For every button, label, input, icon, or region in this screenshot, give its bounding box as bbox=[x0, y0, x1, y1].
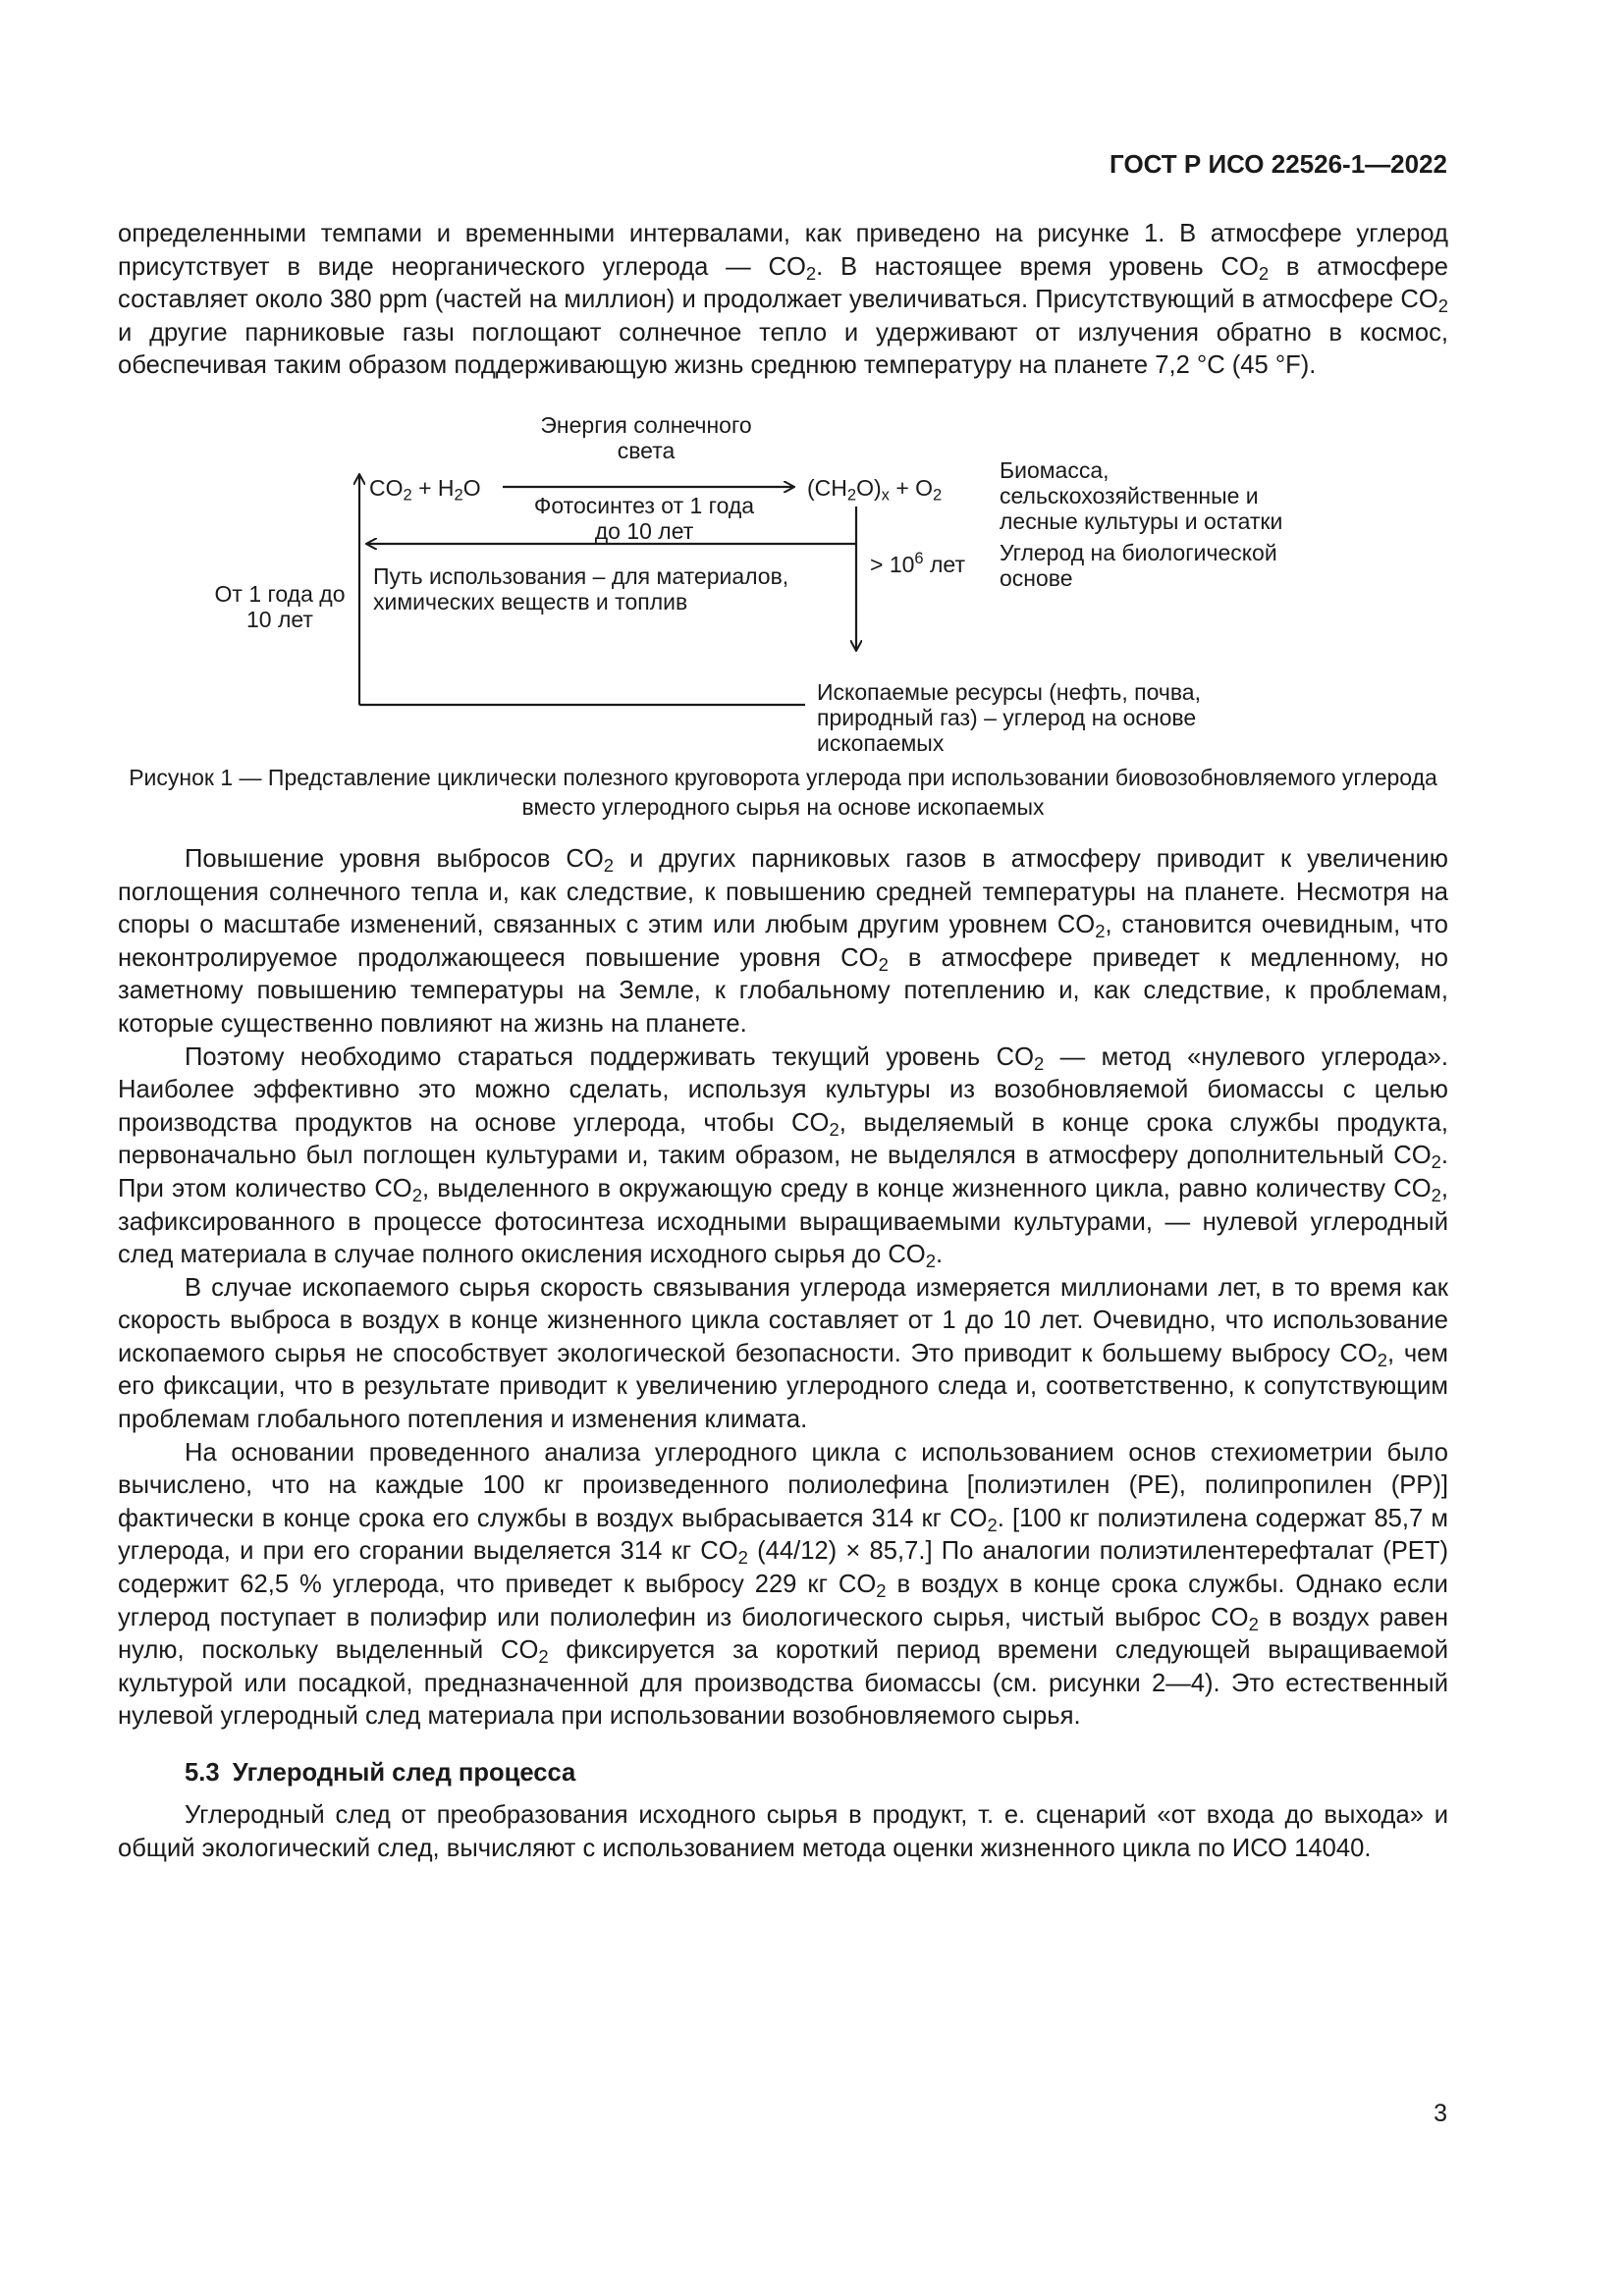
paragraph-zero-carbon: Поэтому необходимо стараться поддерживать текущий уровень $CO_2$ — метод «нулевого углерода». Наиболее эффективно это можно сделать, используя культуры из возобновляемой биомассы с целью производства продуктов на основе углерода, чтобы $CO_2$, выделяемый в конце срока службы продукта, первоначально был поглощен культурами и, таким образом, не выделялся в атмосферу дополнительный $CO_2$. При этом количество $CO_2$, выделенного в окружающую среду в конце жизненного цикла, равно количеству $CO_2$, зафиксированного в процессе фотосинтеза исходными выращиваемыми культурами, — нулевой углеродный след материала в случае полного окисления исходного сырья до $CO_2$. bbox=[118, 1042, 1448, 1272]
document-header: ГОСТ Р ИСО 22526-1—2022 bbox=[1110, 149, 1447, 179]
paragraph-stoichiometry: На основании проведенного анализа углеродного цикла с использованием основ стехиометрии было вычислено, что на каждые 100 кг произведенного полиолефина [полиэтилен (PE), полипропилен (PP)] фактически в конце срока его службы в воздух выбрасывается 314 кг $CO_2$. [100 кг полиэтилена содержат 85,7 м углерода, и при его сгорании выделяется 314 кг $CO_2$ (44/12) × 85,7.] По аналогии полиэтилентерефталат (PET) содержит 62,5 % углерода, что приведет к выбросу 229 кг $CO_2$ в воздух в конце срока службы. Однако если углерод поступает в полиэфир или полиолефин из биологического сырья, чистый выброс $CO_2$ в воздух равен нулю, поскольку выделенный $CO_2$ фиксируется за короткий период времени следующей выращиваемой культурой или посадкой, предназначенной для производства биомассы (см. рисунки 2—4). Это естественный нулевой углеродный след материала при использовании возобновляемого сырья. bbox=[118, 1438, 1449, 1731]
bio-carbon-label: Углерод на биологической основе bbox=[1000, 539, 1277, 591]
paragraph-process-footprint: Углеродный след от преобразования исходного сырья в продукт, т. е. сценарий «от входа до выхода» и общий экологический след, вычисляют с использованием метода оценки жизненного цикла по ИСО 14040. bbox=[118, 1801, 1448, 1862]
carbon-cycle-figure bbox=[118, 406, 1448, 763]
figure-caption: Рисунок 1 — Представление циклически полезного круговорота углерода при использовании биовозобновляемого углерода вместо углеродного сырья на основе ископаемых bbox=[129, 764, 1437, 820]
section-title: Углеродный след процесса bbox=[232, 1759, 576, 1787]
section-number: 5.3 bbox=[185, 1759, 220, 1787]
solar-energy-label: Энергия солнечного света bbox=[540, 411, 752, 463]
cycle-time-label: От 1 года до 10 лет bbox=[214, 580, 346, 632]
paragraph-fossil-feedstock: В случае ископаемого сырья скорость связывания углерода измеряется миллионами лет, в то время как скорость выброса в воздух в конце жизненного цикла составляет от 1 до 10 лет. Очевидно, что использование ископаемого сырья не способствует экологической безопасности. Это приводит к большему выбросу $CO_2$, чем его фиксации, что в результате приводит к увеличению углеродного следа и, соответственно, к сопутствующим проблемам глобального потепления и изменения климата. bbox=[118, 1273, 1448, 1434]
fossilization-time-label: > $10^6$ лет bbox=[870, 548, 965, 577]
biomass-label: Биомасса, сельскохозяйственные и лесные культуры и остатки bbox=[1000, 456, 1283, 534]
section-heading bbox=[185, 1759, 1448, 1788]
paragraph-intro: определенными темпами и временными интервалами, как приведено на рисунке 1. В атмосфере углерод присутствует в виде неорганического углерода — $CO_2$. В настоящее время уровень $CO_2$ в атмосфере составляет около 380 ppm (частей на миллион) и продолжает увеличиваться. Присутствующий в атмосфере $CO_2$ и другие парниковые газы поглощают солнечное тепло и удерживают от излучения обратно в космос, обеспечивая таким образом поддерживающую жизнь среднюю температуру на планете 7,2 °С (45 °F). bbox=[118, 220, 1448, 380]
paragraph-emissions: Повышение уровня выбросов $CO_2$ и других парниковых газов в атмосферу приводит к увеличению поглощения солнечного тепла и, как следствие, к повышению средней температуры на планете. Несмотря на споры о масштабе изменений, связанных с этим или любым другим уровнем $CO_2$, становится очевидным, что неконтролируемое продолжающееся повышение уровня $CO_2$ в атмосфере приведет к медленному, но заметному повышению температуры на Земле, к глобальному потеплению и, как следствие, к проблемам, которые существенно повлияют на жизнь на планете. bbox=[118, 844, 1449, 1038]
biomass-formula: $(CH_2O)_x + O_2$ bbox=[807, 474, 943, 505]
fossil-resources-label: Ископаемые ресурсы (нефть, почва, природный газ) – углерод на основе ископаемых bbox=[817, 678, 1201, 756]
page-number: 3 bbox=[1434, 2100, 1447, 2127]
page-body bbox=[118, 218, 1448, 1865]
co2-h2o-label: $CO_2 + H_2O$ bbox=[369, 474, 481, 505]
photosynthesis-label: Фотосинтез от 1 года до 10 лет bbox=[533, 492, 755, 544]
usage-path-label: Путь использования – для материалов, химических веществ и топлив bbox=[373, 562, 789, 614]
